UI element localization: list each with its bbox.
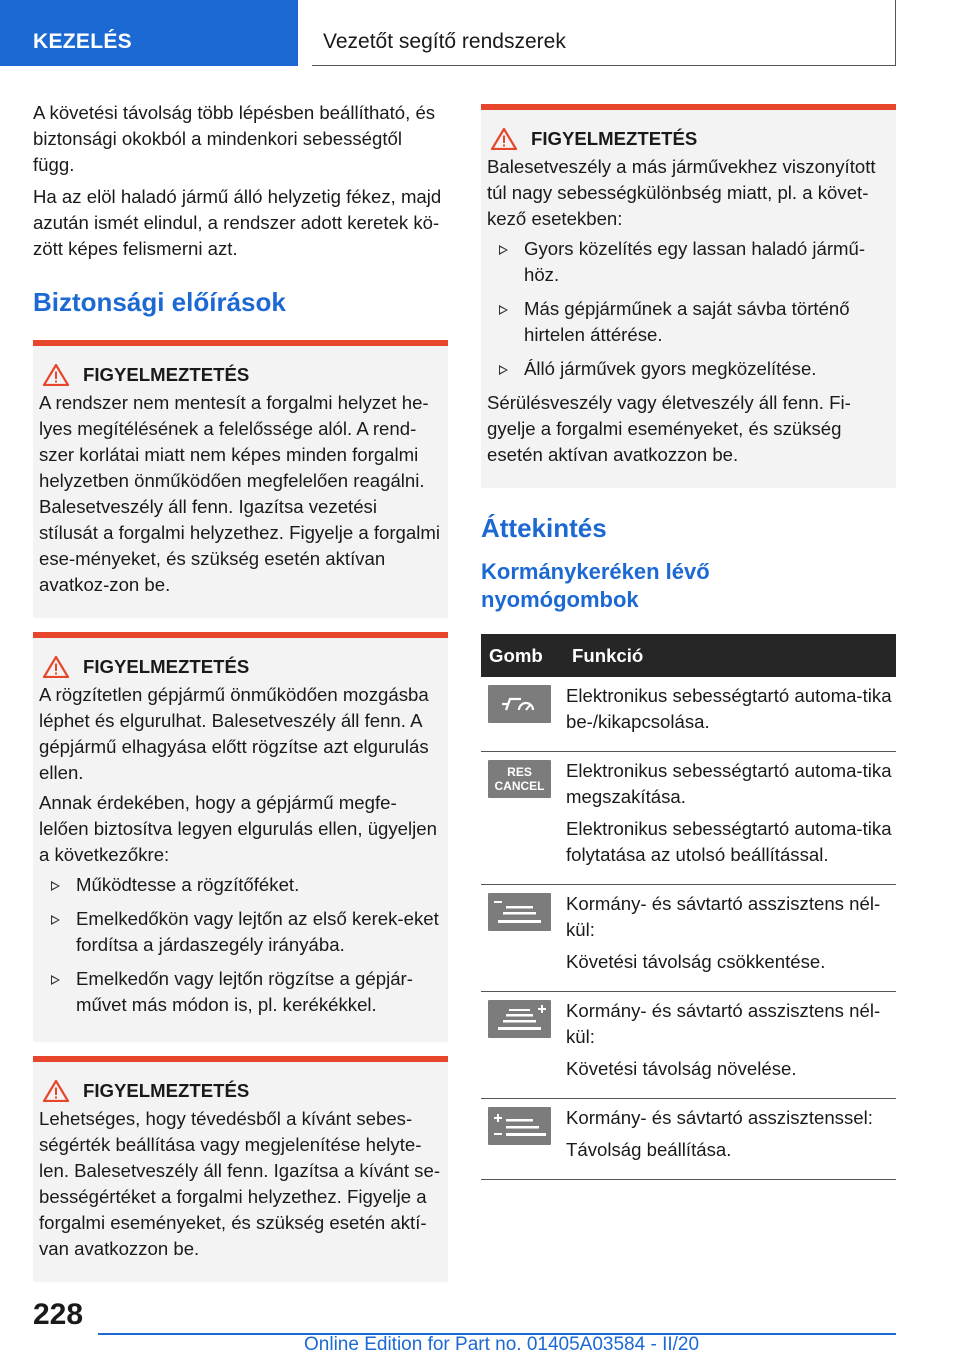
column-header-function: Funkció bbox=[564, 634, 896, 677]
left-column bbox=[33, 100, 448, 1282]
table-row bbox=[481, 885, 896, 992]
function-text: Kormány- és sávtartó asszisztenssel: bbox=[566, 1107, 873, 1128]
warning-text: Lehetséges, hogy tévedésből a kívánt sebes-ségérték beállítása vagy megjelenítése helyte-len. Balesetveszély áll fenn. Igazítsa a kívánt se-bességértéket a forgalmi helyzethez. Figyelje a forgalmi eseményeket, és szükség esetén aktí-van avatkozzon be. bbox=[39, 1108, 441, 1259]
distance-increase-icon bbox=[488, 1000, 551, 1038]
warning-bullet-list bbox=[39, 872, 440, 1018]
warning-text: Sérülésveszély vagy életveszély áll fenn. Fi-gyelje a forgalmi eseményeket, és szükség esetén aktívan avatkozzon be. bbox=[487, 392, 851, 465]
intro-paragraph-1: A követési távolság több lépésben beállítható, és biztonsági okokból a mindenkori sebességtől függ. bbox=[33, 102, 436, 175]
table-header-row bbox=[481, 634, 896, 677]
warning-box-4 bbox=[481, 104, 896, 488]
warning-triangle-icon bbox=[43, 656, 69, 678]
page-number: 228 bbox=[33, 1298, 84, 1331]
bullet-arrow-icon bbox=[499, 365, 508, 375]
warning-title: FIGYELMEZTETÉS bbox=[83, 364, 250, 385]
bullet-item: Álló járművek gyors megközelítése. bbox=[487, 356, 888, 382]
cruise-control-icon bbox=[488, 685, 551, 723]
warning-text: Balesetveszély a más járművekhez viszonyított túl nagy sebességkülönbség miatt, pl. a követ-kező esetekben: bbox=[487, 156, 876, 229]
warning-triangle-icon bbox=[491, 128, 517, 150]
function-text: Követési távolság csökkentése. bbox=[566, 951, 826, 972]
warning-title: FIGYELMEZTETÉS bbox=[83, 656, 250, 677]
warning-triangle-icon bbox=[43, 1080, 69, 1102]
warning-bullet-list bbox=[487, 236, 888, 382]
distance-adjust-icon bbox=[488, 1107, 551, 1145]
function-text: Követési távolság növelése. bbox=[566, 1058, 797, 1079]
function-text: Kormány- és sávtartó asszisztens nél-kül: bbox=[566, 893, 881, 940]
res-label: RES bbox=[507, 765, 532, 779]
section-tab: KEZELÉS bbox=[0, 0, 298, 66]
edition-text: Online Edition for Part no. 01405A03584 - II/20 bbox=[304, 1334, 700, 1355]
warning-text: Annak érdekében, hogy a gépjármű megfe-lelően biztosítva legyen elgurulás ellen, ügyeljen a következőkre: bbox=[39, 792, 437, 865]
function-text: Kormány- és sávtartó asszisztens nél-kül: bbox=[566, 1000, 881, 1047]
page-header bbox=[0, 0, 960, 66]
chapter-title: Vezetőt segítő rendszerek bbox=[312, 0, 896, 66]
bullet-arrow-icon bbox=[51, 975, 60, 985]
table-row bbox=[481, 677, 896, 752]
table-row bbox=[481, 992, 896, 1099]
right-column bbox=[481, 104, 896, 1180]
bullet-item: Más gépjárműnek a saját sávba történő hirtelen áttérése. bbox=[487, 296, 888, 348]
function-text: Elektronikus sebességtartó automa-tika folytatása az utolsó beállítással. bbox=[566, 818, 892, 865]
table-row bbox=[481, 1099, 896, 1180]
warning-text: A rögzítetlen gépjármű önműködően mozgásba léphet és elgurulhat. Balesetveszély áll fenn. A gépjármű elhagyása előtt rögzítse azt elgurulás ellen. bbox=[39, 684, 429, 783]
buttons-table bbox=[481, 634, 896, 1180]
intro-paragraph-2: Ha az elöl haladó jármű álló helyzetig fékez, majd azután ismét elindul, a rendszer adott keretek kö-zött képes felismerni azt. bbox=[33, 186, 442, 259]
res-cancel-icon bbox=[488, 760, 551, 798]
distance-decrease-icon bbox=[488, 893, 551, 931]
function-text: Elektronikus sebességtartó automa-tika megszakítása. bbox=[566, 760, 892, 807]
warning-box-1 bbox=[33, 340, 448, 618]
cancel-label: CANCEL bbox=[494, 779, 545, 793]
warning-title: FIGYELMEZTETÉS bbox=[83, 1080, 250, 1101]
bullet-arrow-icon bbox=[499, 305, 508, 315]
safety-heading: Biztonsági előírások bbox=[33, 287, 286, 317]
overview-heading: Áttekintés bbox=[481, 513, 607, 543]
bullet-item: Emelkedőkön vagy lejtőn az első kerek-eket fordítsa a járdaszegély irányába. bbox=[39, 906, 440, 958]
bullet-arrow-icon bbox=[51, 881, 60, 891]
table-row bbox=[481, 752, 896, 885]
function-text: Távolság beállítása. bbox=[566, 1139, 732, 1160]
bullet-arrow-icon bbox=[499, 245, 508, 255]
bullet-item: Működtesse a rögzítőféket. bbox=[39, 872, 440, 898]
column-header-button: Gomb bbox=[481, 634, 564, 677]
warning-triangle-icon bbox=[43, 364, 69, 386]
bullet-item: Emelkedőn vagy lejtőn rögzítse a gépjár-művet más módon is, pl. kerékékkel. bbox=[39, 966, 440, 1018]
warning-text: A rendszer nem mentesít a forgalmi helyzet he-lyes megítélésének a felelőssége alól. A rend-szer korlátai miatt nem képes minden forgalmi helyzetben önműködően megfelelően reagálni. Balesetveszély áll fenn. Igazítsa vezetési stílusát a forgalmi helyzethez. Figyelje a forgalmi ese-ményeket, és szükség esetén aktívan avatkoz-zon be. bbox=[39, 392, 440, 595]
bullet-item: Gyors közelítés egy lassan haladó jármű-höz. bbox=[487, 236, 888, 288]
warning-box-2 bbox=[33, 632, 448, 1042]
warning-box-3 bbox=[33, 1056, 448, 1282]
bullet-arrow-icon bbox=[51, 915, 60, 925]
function-text: Elektronikus sebességtartó automa-tika be-/kikapcsolása. bbox=[566, 685, 892, 732]
buttons-subheading: Kormánykeréken lévő nyomógombok bbox=[481, 559, 710, 612]
warning-title: FIGYELMEZTETÉS bbox=[531, 128, 698, 149]
